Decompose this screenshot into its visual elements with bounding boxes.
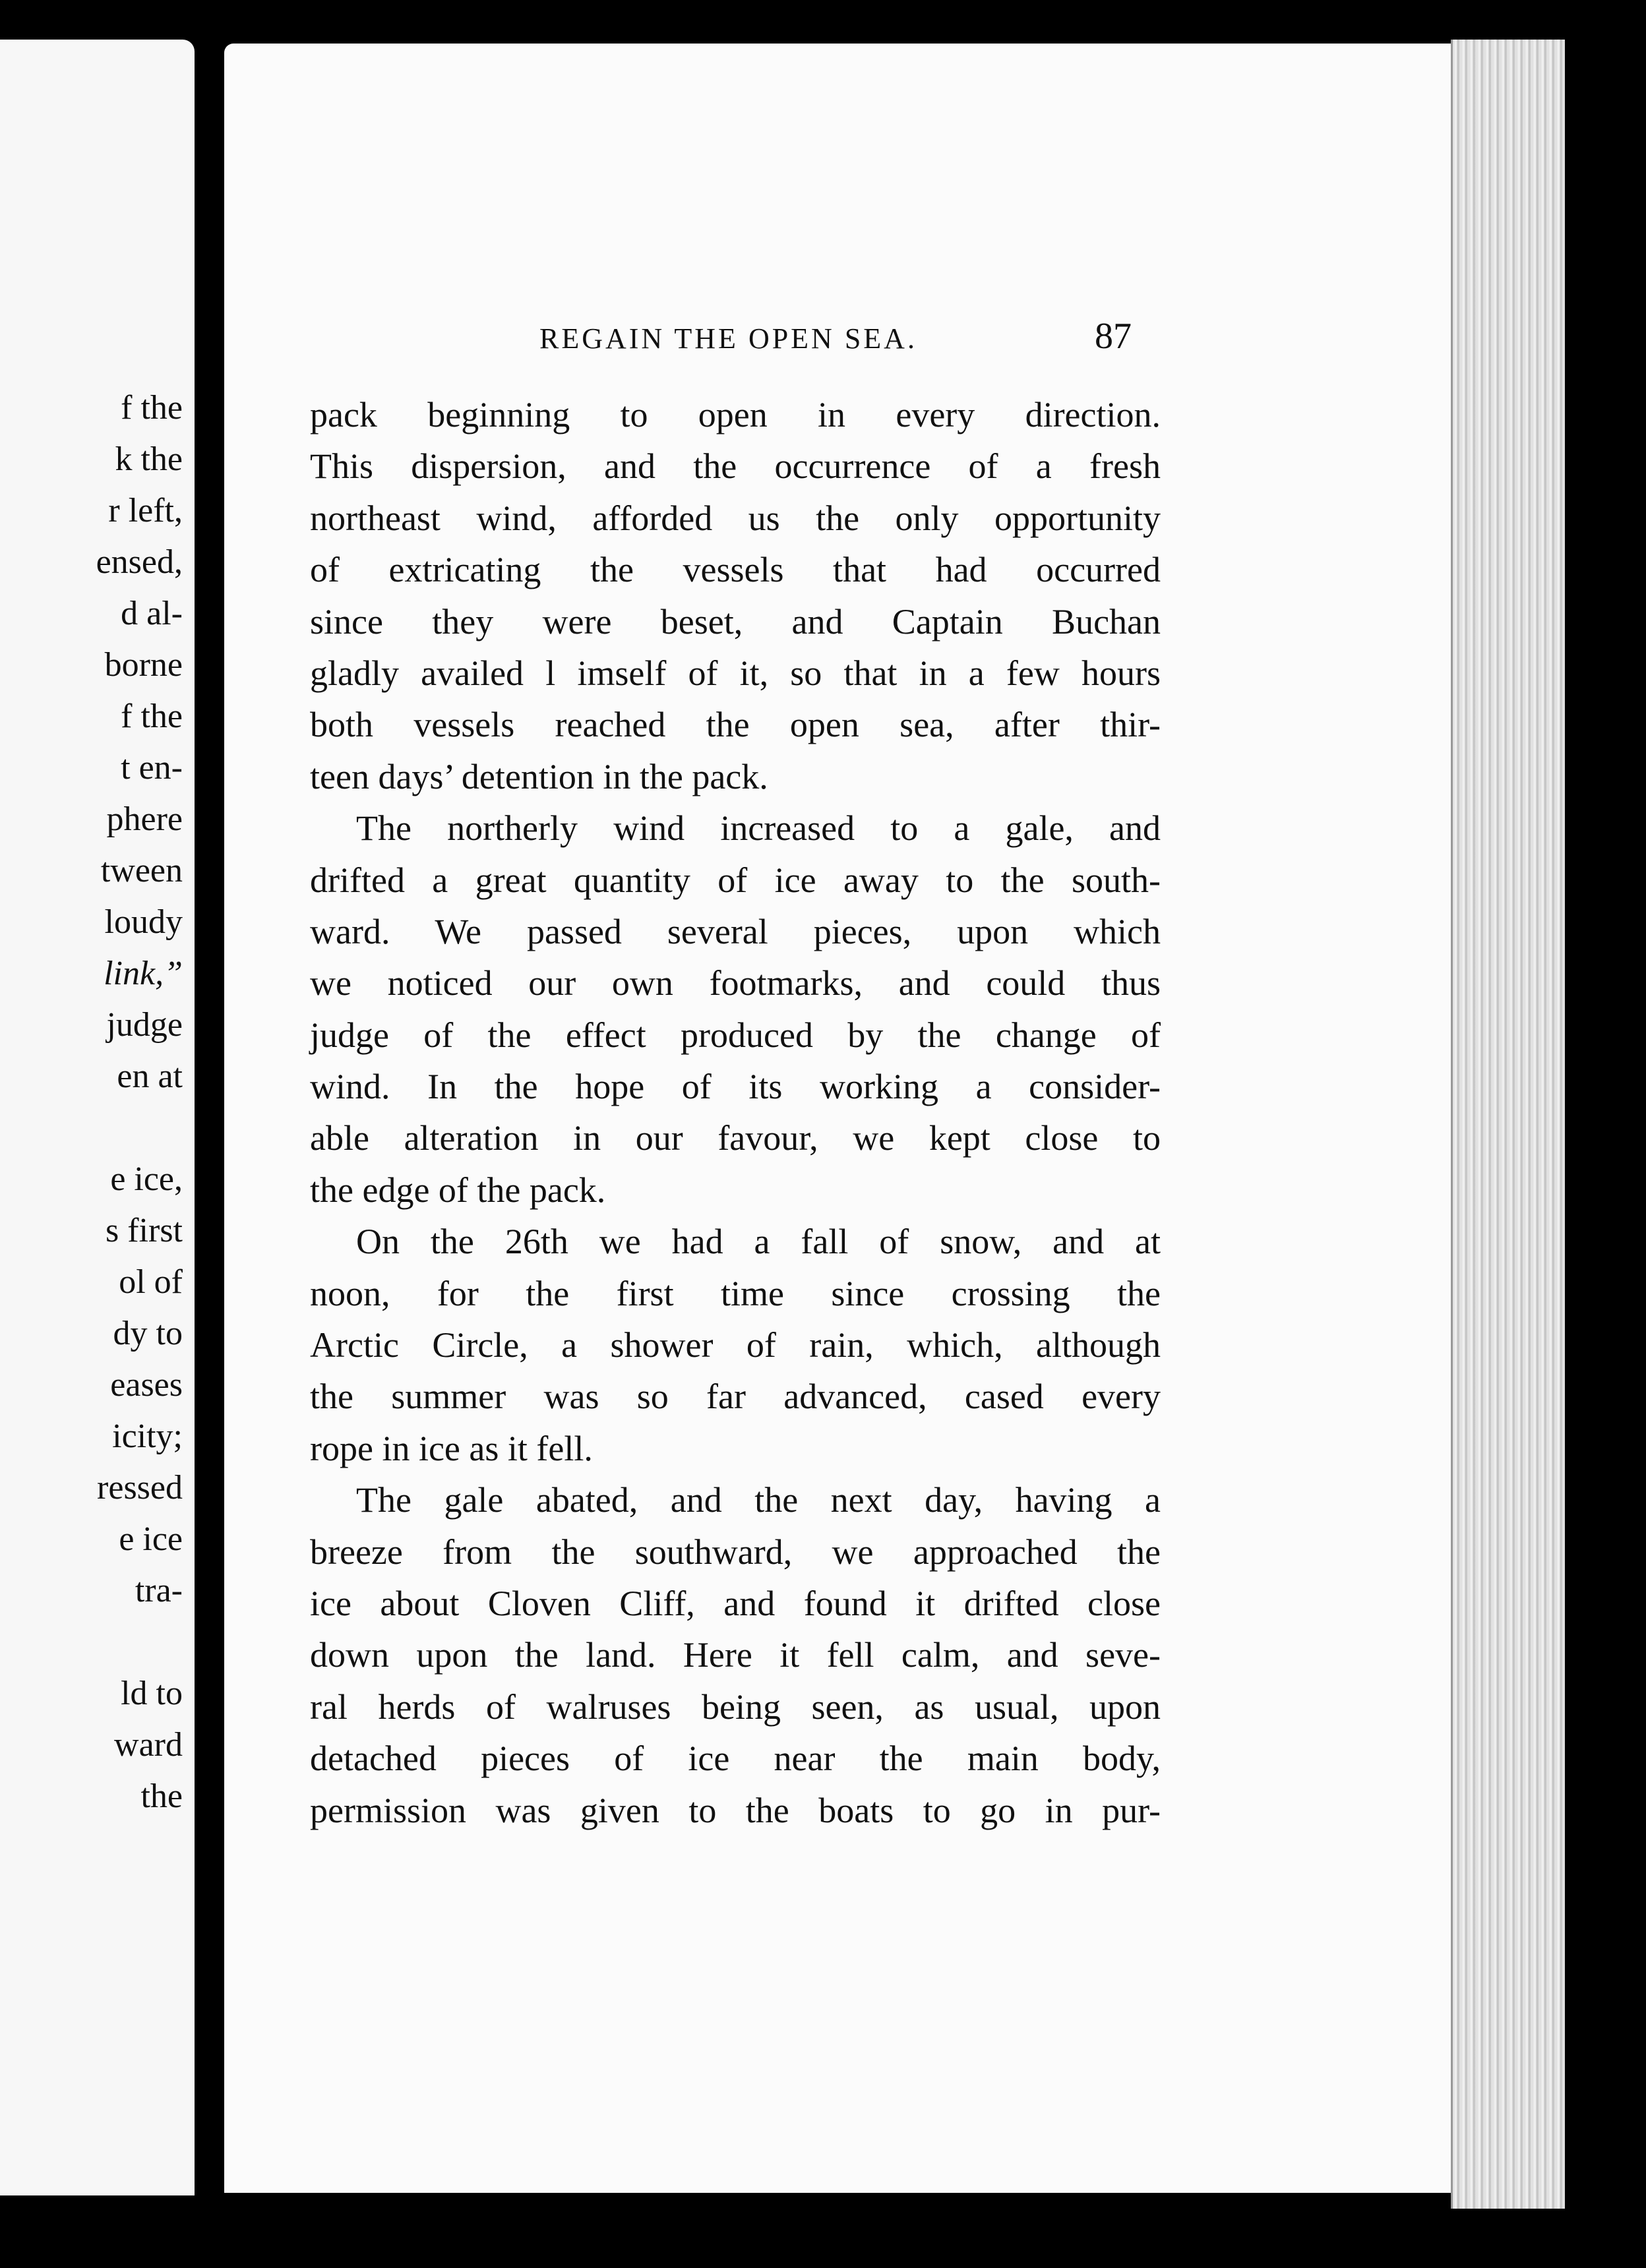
left-line-gap <box>0 1617 183 1668</box>
text-line: The gale abated, and the next day, having a <box>356 1480 1161 1520</box>
text-line: teen days’ detention in the pack. <box>310 756 768 796</box>
left-line-gap <box>0 1102 183 1154</box>
text-line: On the 26th we had a fall of snow, and at <box>356 1222 1161 1262</box>
text-line: pack beginning to open in every direction. <box>310 395 1161 434</box>
left-line: en at <box>117 1058 183 1095</box>
left-line: t en- <box>121 749 183 787</box>
left-line: e ice <box>119 1520 183 1558</box>
text-line: northeast wind, afforded us the only opportunity <box>310 498 1161 538</box>
page-edges <box>1451 40 1565 2209</box>
text-line: This dispersion, and the occurrence of a fresh <box>310 446 1161 487</box>
left-line: eases <box>110 1366 183 1404</box>
text-line: detached pieces of ice near the main body, <box>310 1739 1161 1779</box>
text-line: rope in ice as it fell. <box>310 1428 593 1468</box>
left-line: ol of <box>119 1263 183 1301</box>
text-line: noon, for the first time since crossing the <box>310 1273 1161 1313</box>
left-line: icity; <box>112 1418 183 1455</box>
text-line: drifted a great quantity of ice away to the south- <box>310 860 1161 900</box>
left-line: f the <box>121 389 183 427</box>
body-text <box>310 389 1161 1836</box>
running-head: REGAIN THE OPEN SEA. <box>539 322 917 355</box>
left-line: ld to <box>121 1675 183 1712</box>
left-line: tra- <box>135 1572 183 1609</box>
left-line: dy to <box>113 1315 183 1352</box>
left-line: loudy <box>104 903 183 941</box>
left-line: link,” <box>104 955 183 992</box>
text-line: we noticed our own footmarks, and could thus <box>310 963 1161 1003</box>
text-line: ward. We passed several pieces, upon which <box>310 911 1161 951</box>
text-line: both vessels reached the open sea, after thir- <box>310 705 1161 745</box>
left-line: ward <box>114 1726 183 1764</box>
left-line: e ice, <box>110 1160 183 1198</box>
left-line: phere <box>106 800 183 838</box>
left-line: s first <box>106 1212 183 1249</box>
text-line: the edge of the pack. <box>310 1170 606 1210</box>
book-gutter <box>195 26 228 2242</box>
text-line: breeze from the southward, we approached the <box>310 1532 1161 1572</box>
text-line: the summer was so far advanced, cased every <box>310 1377 1161 1417</box>
left-line: tween <box>100 852 183 889</box>
text-line: of extricating the vessels that had occurred <box>310 550 1161 590</box>
page-number: 87 <box>1095 316 1132 357</box>
text-line: down upon the land. Here it fell calm, and seve- <box>310 1635 1161 1675</box>
text-line: The northerly wind increased to a gale, and <box>356 808 1161 849</box>
left-line: d al- <box>121 595 183 632</box>
text-line: judge of the effect produced by the change of <box>310 1015 1161 1055</box>
text-line: Arctic Circle, a shower of rain, which, although <box>310 1325 1161 1365</box>
left-line: the <box>140 1777 183 1815</box>
left-line: f the <box>121 698 183 735</box>
text-line: since they were beset, and Captain Buchan <box>310 601 1161 642</box>
text-line: permission was given to the boats to go in pur- <box>310 1790 1161 1830</box>
left-line: borne <box>104 646 183 684</box>
text-line: wind. In the hope of its working a consider- <box>310 1067 1161 1107</box>
left-line: r left, <box>108 492 183 529</box>
left-page-text <box>0 382 183 1822</box>
text-line: gladly availed l imself of it, so that in a few hours <box>310 653 1161 693</box>
text-line: ice about Cloven Cliff, and found it drifted close <box>310 1583 1161 1623</box>
left-line: k the <box>115 440 183 478</box>
text-line: ral herds of walruses being seen, as usual, upon <box>310 1686 1161 1727</box>
left-line: ensed, <box>96 543 183 581</box>
text-line: able alteration in our favour, we kept close to <box>310 1118 1161 1158</box>
left-page <box>0 40 195 2195</box>
left-line: ressed <box>97 1469 183 1507</box>
left-line: judge <box>106 1006 183 1044</box>
